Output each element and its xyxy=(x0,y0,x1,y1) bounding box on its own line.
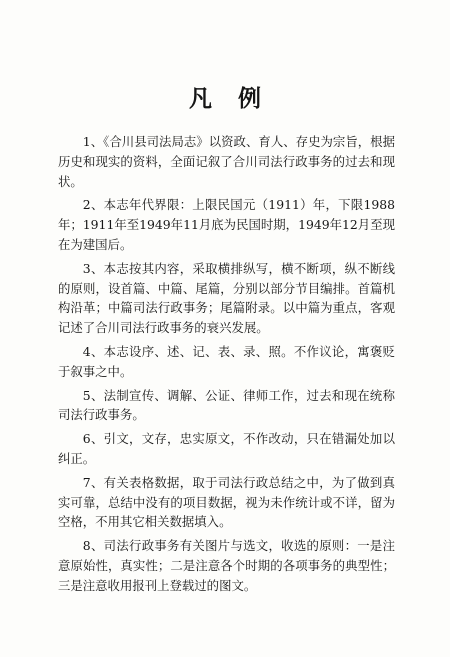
page-title: 凡例 xyxy=(189,86,287,112)
paragraph-3: 3、本志按其内容，采取横排纵写，横不断项，纵不断线的原则，设首篇、中篇、尾篇，分别以部分节目编排。首篇机构沿革；中篇司法行政事务；尾篇附录。以中篇为重点，客观记述了合川司法行政事务的衰兴发展。 xyxy=(58,260,395,336)
paragraph-8: 8、司法行政事务有关图片与选文，收选的原则：一是注意原始性，真实性；二是注意各个时期的各项事务的典型性；三是注意收用报刊上登载过的图文。 xyxy=(58,538,395,593)
paragraph-7: 7、有关表格数据，取于司法行政总结之中，为了做到真实可靠，总结中没有的项目数据，视为未作统计或不详，留为空格，不用其它相关数据填入。 xyxy=(58,474,395,530)
paragraph-1: 1、《合川县司法局志》以资政、育人、存史为宗旨，根据历史和现实的资料，全面记叙了合川司法行政事务的过去和现状。 xyxy=(58,134,395,189)
paragraph-4: 4、本志设序、述、记、表、录、照。不作议论，寓褒贬于叙事之中。 xyxy=(58,343,395,379)
paragraph-2: 2、本志年代界限：上限民国元（1911）年，下限1988年；1911年至1949年11月底为民国时期，1949年12月至现在为建国后。 xyxy=(58,197,395,252)
paragraph-5: 5、法制宣传、调解、公证、律师工作，过去和现在统称司法行政事务。 xyxy=(58,387,395,423)
paragraph-6: 6、引文，文存，忠实原文，不作改动，只在错漏处加以纠正。 xyxy=(58,431,395,466)
body-text xyxy=(58,132,395,596)
